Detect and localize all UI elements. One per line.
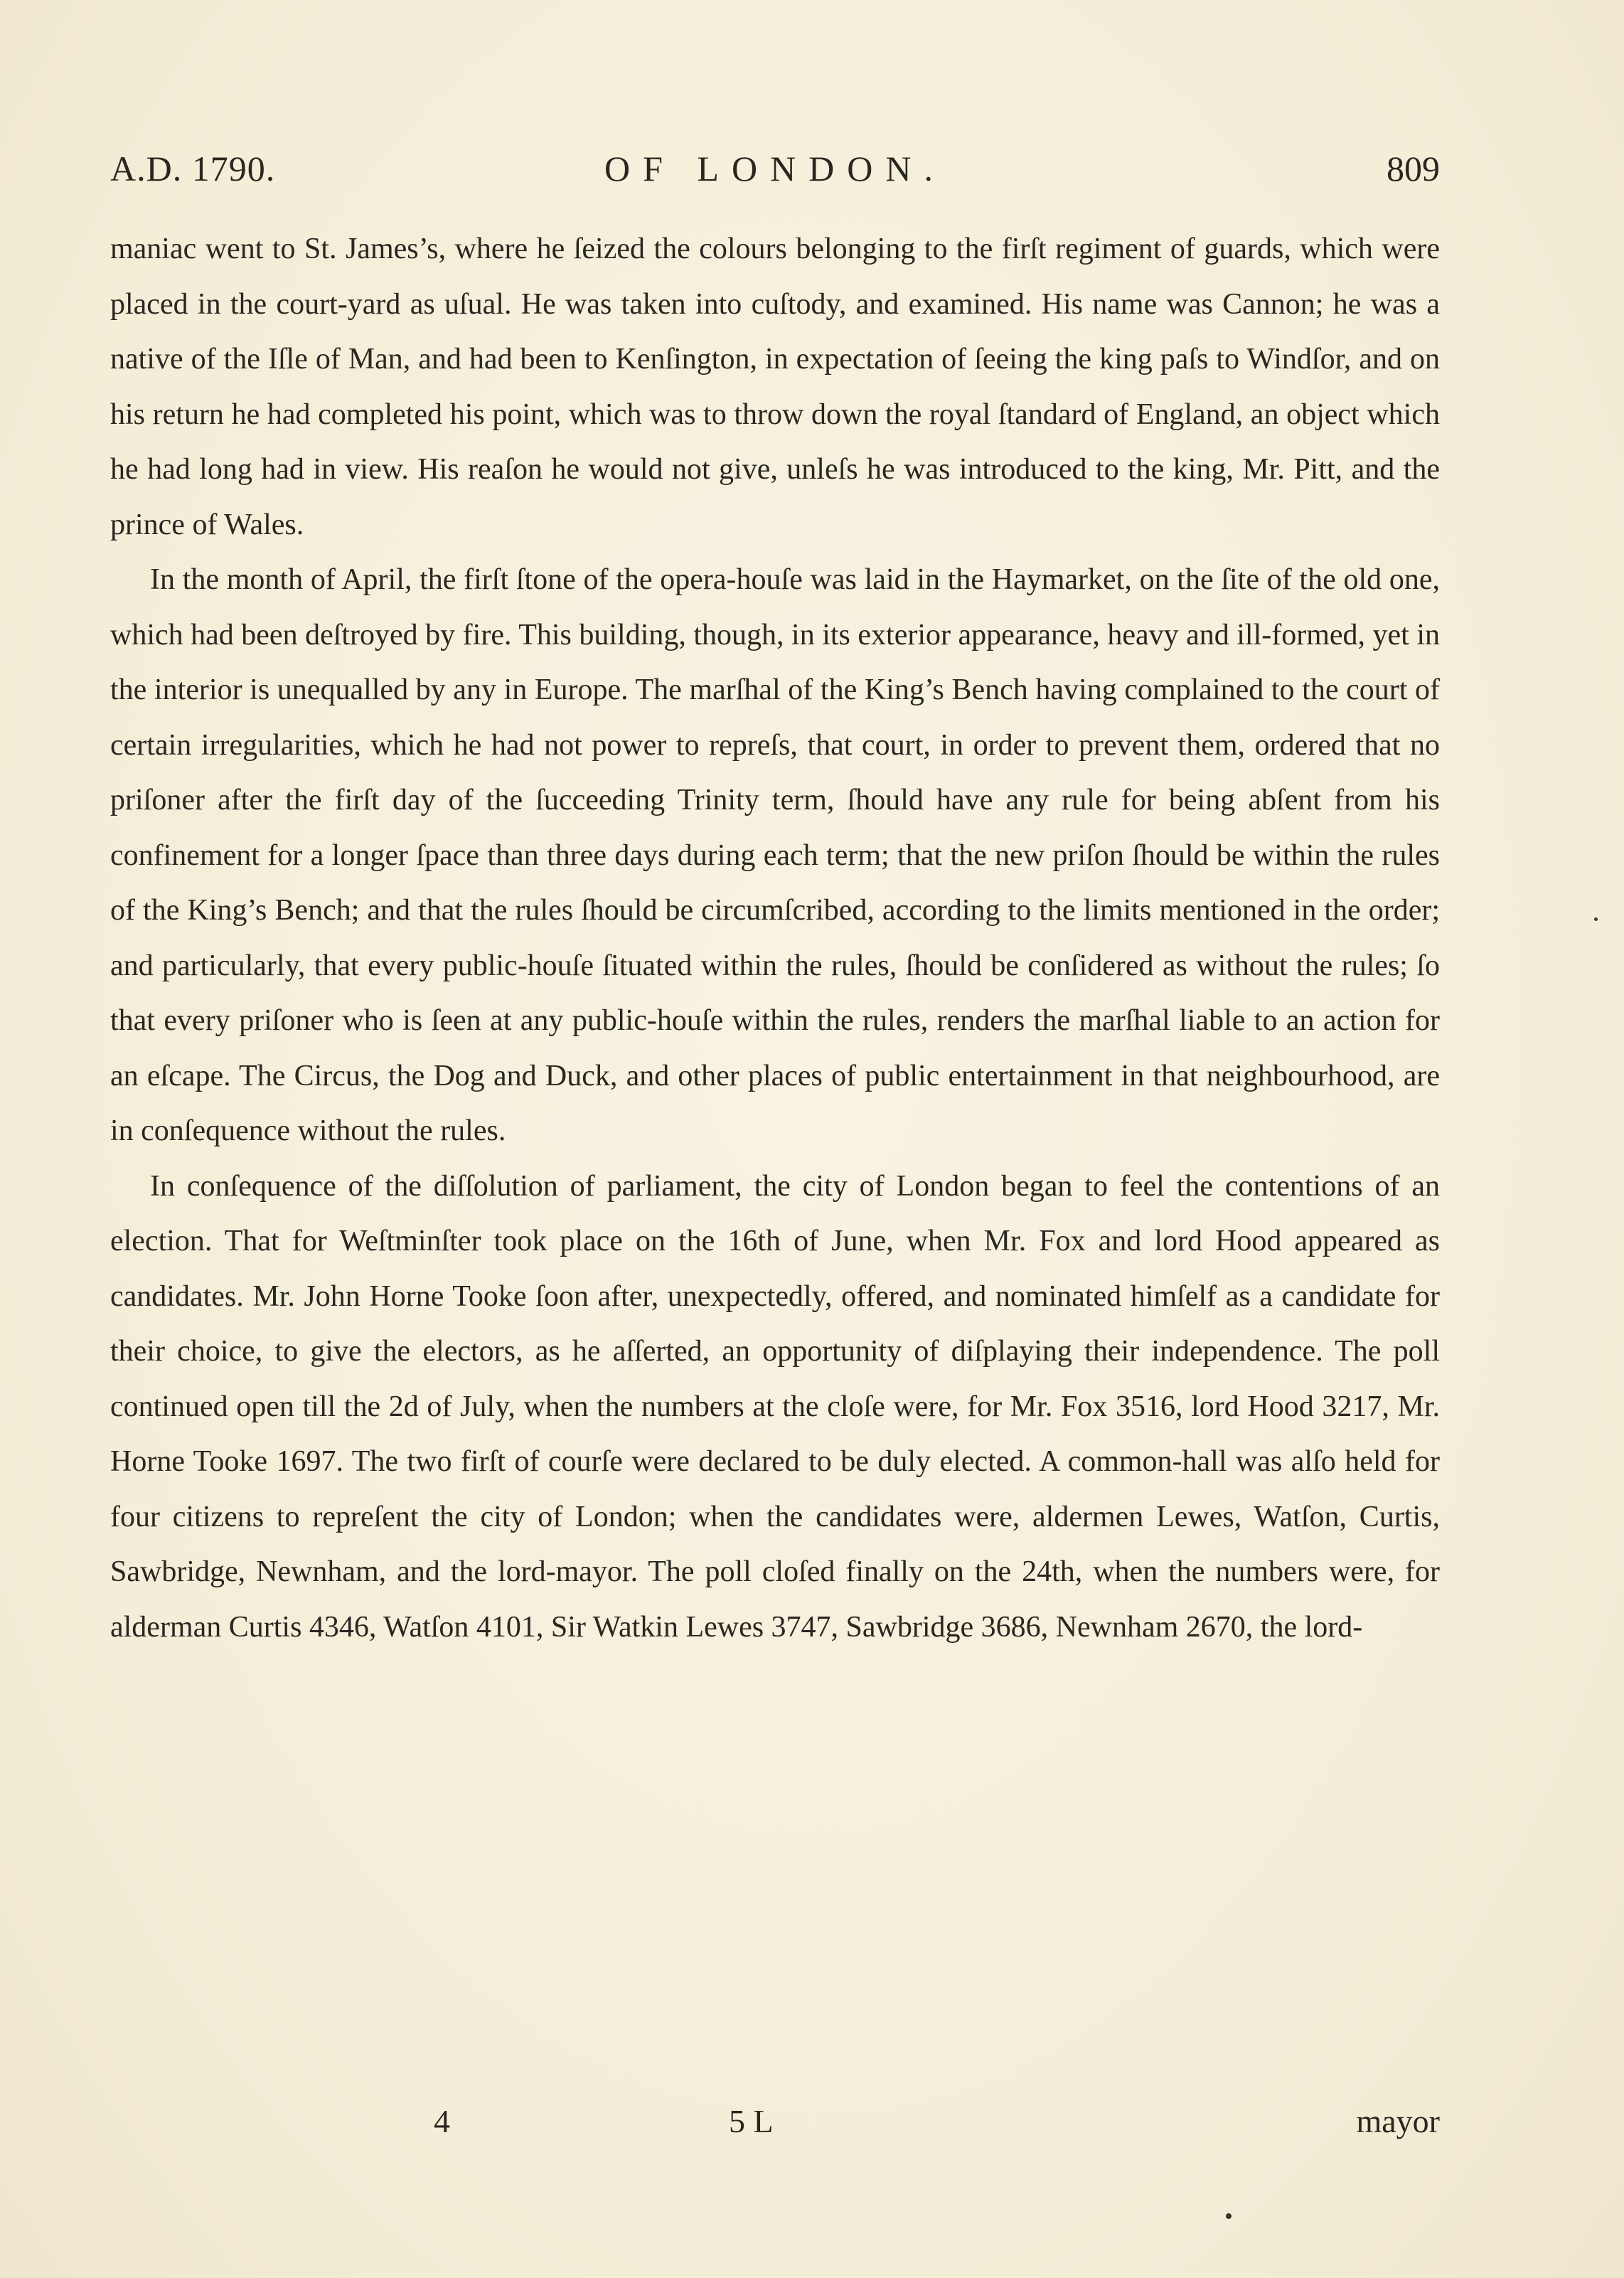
ink-speck [1226, 2213, 1232, 2219]
body-text [110, 222, 1440, 1655]
signature-mark: 5 L [729, 2103, 774, 2139]
header-title: OF LONDON. [604, 149, 946, 188]
page-number: 809 [1387, 149, 1440, 188]
signature-number: 4 [434, 2103, 450, 2139]
paragraph-3: In conſequence of the diſſolution of parliament, the city of London began to feel the contentions of an election. That for Weſtminſter took place on the 16th of June, when Mr. Fox and lord Hood appeared as candidates. Mr. John Horne Tooke ſoon after, unexpectedly, offered, and nominated himſelf as a candidate for their choice, to give the electors, as he aſſerted, an opportunity of diſplaying their independence. The poll continued open till the 2d of July, when the numbers at the cloſe were, for Mr. Fox 3516, lord Hood 3217, Mr. Horne Tooke 1697. The two firſt of courſe were declared to be duly elected. A common-hall was alſo held for four citizens to repreſent the city of London; when the candidates were, aldermen Lewes, Watſon, Curtis, Sawbridge, Newnham, and the lord-mayor. The poll cloſed finally on the 24th, when the numbers were, for alderman Curtis 4346, Watſon 4101, Sir Watkin Lewes 3747, Sawbridge 3686, Newnham 2670, the lord- [110, 1169, 1440, 1644]
paragraph-1: maniac went to St. James’s, where he ſeized the colours belonging to the firſt regiment of guards, which were placed in the court-yard as uſual. He was taken into cuſtody, and examined. His name was Cannon; he was a native of the Iſle of Man, and had been to Kenſington, in expectation of ſeeing the king paſs to Windſor, and on his return he had completed his point, which was to throw down the royal ſtandard of England, an object which he had long had in view. His reaſon he would not give, unleſs he was introduced to the king, Mr. Pitt, and the prince of Wales. [110, 233, 1440, 541]
paragraph-2: In the month of April, the firſt ſtone of the opera-houſe was laid in the Haymarket, on the ſite of the old one, which had been deſtroyed by fire. This building, though, in its exterior appearance, heavy and ill-formed, yet in the interior is unequalled by any in Europe. The marſhal of the King’s Bench having complained to the court of certain irregularities, which he had not power to repreſs, that court, in order to prevent them, ordered that no priſoner after the firſt day of the ſucceeding Trinity term, ſhould have any rule for being abſent from his confinement for a longer ſpace than three days during each term; that the new priſon ſhould be within the rules of the King’s Bench; and that the rules ſhould be circumſcribed, according to the limits mentioned in the order; and particularly, that every public-houſe ſituated within the rules, ſhould be conſidered as without the rules; ſo that every priſoner who is ſeen at any public-houſe within the rules, renders the marſhal liable to an action for an eſcape. The Circus, the Dog and Duck, and other places of public entertainment in that neighbourhood, are in conſequence without the rules. [110, 563, 1441, 1147]
footer [110, 2102, 1440, 2145]
ink-speck [1594, 917, 1598, 921]
running-header [110, 148, 1440, 191]
catchword: mayor [1356, 2103, 1440, 2139]
header-date: A.D. 1790. [110, 149, 276, 188]
